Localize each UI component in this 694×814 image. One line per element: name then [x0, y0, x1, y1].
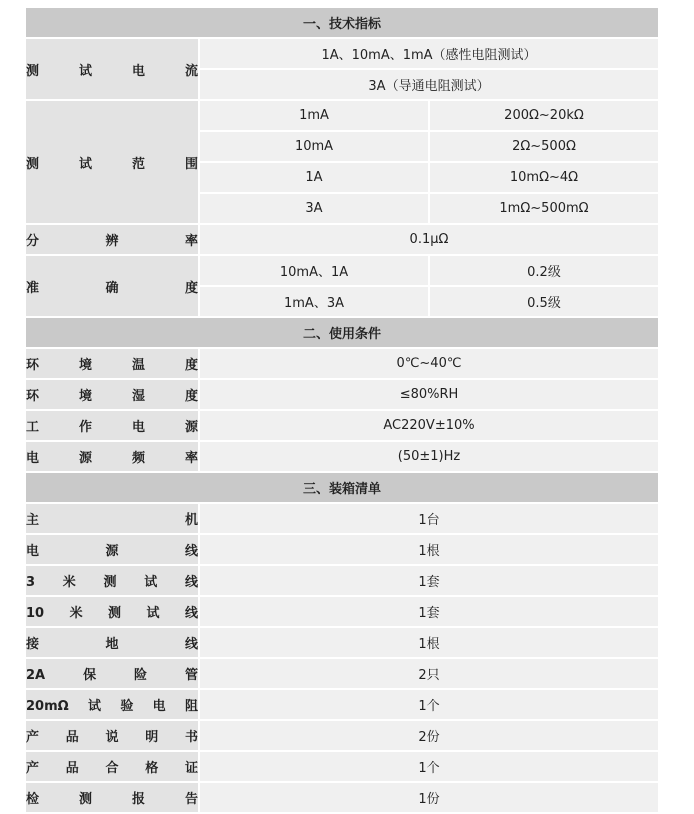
resolution-label: 分辨率 [26, 225, 198, 254]
packing-row-label: 产品说明书 [26, 721, 198, 750]
usage-row-value: (50±1)Hz [200, 442, 658, 471]
packing-row-value: 1个 [200, 690, 658, 719]
usage-row [26, 380, 658, 409]
accuracy-label: 准确度 [26, 256, 198, 316]
packing-row-label: 2A保险管 [26, 659, 198, 688]
section-header-row [26, 318, 658, 347]
packing-row-label: 10米测试线 [26, 597, 198, 626]
range-value-cell: 10mΩ~4Ω [430, 163, 658, 192]
accuracy-current-cell: 1mA、3A [200, 287, 428, 316]
section-title-packing: 三、装箱清单 [26, 473, 658, 502]
accuracy-grade-cell: 0.5级 [430, 287, 658, 316]
test-current-value: 3A（导通电阻测试） [200, 70, 658, 99]
usage-row-label: 环境湿度 [26, 380, 198, 409]
packing-row-label: 20mΩ试验电阻 [26, 690, 198, 719]
packing-row-label: 主机 [26, 504, 198, 533]
section-title-usage: 二、使用条件 [26, 318, 658, 347]
packing-row-value: 2份 [200, 721, 658, 750]
packing-row-label: 电源线 [26, 535, 198, 564]
range-value-cell: 200Ω~20kΩ [430, 101, 658, 130]
packing-row [26, 690, 658, 719]
test-current-row [26, 39, 658, 68]
packing-row [26, 566, 658, 595]
packing-row-value: 1个 [200, 752, 658, 781]
usage-row [26, 442, 658, 471]
section-header-row [26, 8, 658, 37]
packing-row-value: 1套 [200, 566, 658, 595]
usage-row-value: AC220V±10% [200, 411, 658, 440]
packing-row-label: 接地线 [26, 628, 198, 657]
packing-row [26, 597, 658, 626]
range-value-cell: 1mΩ~500mΩ [430, 194, 658, 223]
packing-row-value: 1套 [200, 597, 658, 626]
usage-row [26, 411, 658, 440]
test-current-label: 测试电流 [26, 39, 198, 99]
packing-row-label: 产品合格证 [26, 752, 198, 781]
section-title-tech: 一、技术指标 [26, 8, 658, 37]
range-value-cell: 2Ω~500Ω [430, 132, 658, 161]
accuracy-current-cell: 10mA、1A [200, 256, 428, 285]
resolution-row [26, 225, 658, 254]
packing-row [26, 504, 658, 533]
section-header-row [26, 473, 658, 502]
packing-row [26, 783, 658, 812]
range-current-cell: 1mA [200, 101, 428, 130]
packing-row-label: 检测报告 [26, 783, 198, 812]
packing-row [26, 752, 658, 781]
packing-row [26, 659, 658, 688]
usage-row-label: 工作电源 [26, 411, 198, 440]
test-current-value: 1A、10mA、1mA（感性电阻测试） [200, 39, 658, 68]
test-range-label: 测试范围 [26, 101, 198, 223]
usage-row-label: 电源频率 [26, 442, 198, 471]
packing-row-value: 1份 [200, 783, 658, 812]
range-current-cell: 10mA [200, 132, 428, 161]
usage-row-value: ≤80%RH [200, 380, 658, 409]
packing-row [26, 628, 658, 657]
accuracy-row [26, 256, 658, 285]
usage-row [26, 349, 658, 378]
usage-row-label: 环境温度 [26, 349, 198, 378]
resolution-value: 0.1μΩ [200, 225, 658, 254]
packing-row-value: 1台 [200, 504, 658, 533]
test-range-row [26, 101, 658, 130]
accuracy-grade-cell: 0.2级 [430, 256, 658, 285]
packing-row-value: 2只 [200, 659, 658, 688]
packing-row-value: 1根 [200, 535, 658, 564]
packing-row-label: 3米测试线 [26, 566, 198, 595]
packing-row-value: 1根 [200, 628, 658, 657]
packing-row [26, 535, 658, 564]
usage-row-value: 0℃~40℃ [200, 349, 658, 378]
spec-table [24, 6, 660, 814]
range-current-cell: 3A [200, 194, 428, 223]
packing-row [26, 721, 658, 750]
range-current-cell: 1A [200, 163, 428, 192]
